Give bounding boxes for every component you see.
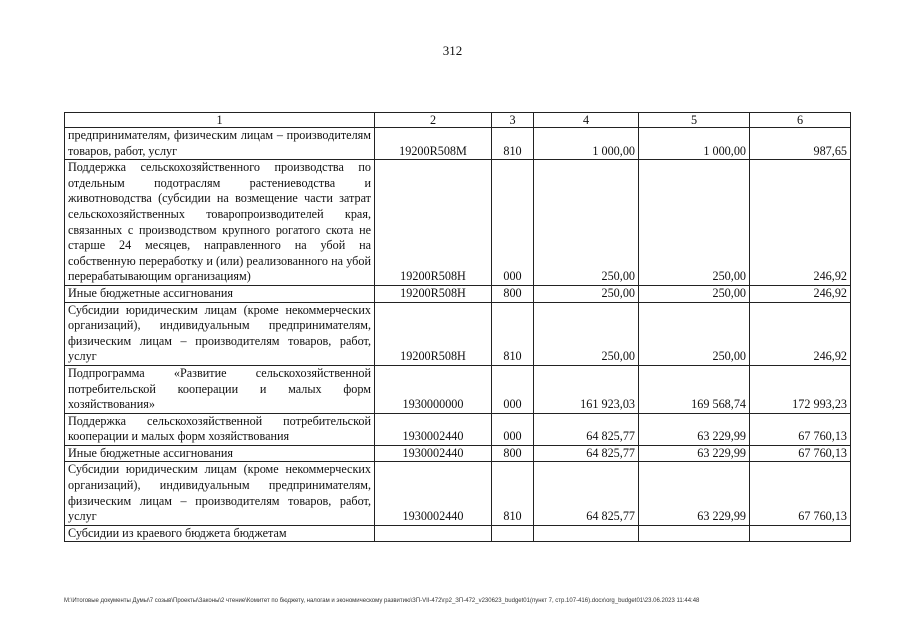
row-description: Субсидии юридическим лицам (кроме некоммерческих организаций), индивидуальным предпринимателям, физическим лицам – производителям товаров, работ, услуг <box>65 302 375 365</box>
header-cell: 6 <box>750 113 851 128</box>
table-row <box>65 525 851 542</box>
table-row <box>65 285 851 302</box>
row-amount-col4: 64 825,77 <box>534 413 639 445</box>
row-target-code <box>375 525 492 542</box>
row-amount-col5: 63 229,99 <box>639 413 750 445</box>
row-description: Поддержка сельскохозяйственного производства по отдельным подотраслям растениеводства и животноводства (субсидии на возмещение части затрат сельскохозяйственных товаропроизводителей края, связанных с производством крупного рогатого скота не старше 24 месяцев, направленного на убой на собственную переработку и (или) реализованного на убой перерабатывающим организациям) <box>65 160 375 286</box>
row-expense-type: 800 <box>492 445 534 462</box>
table-row <box>65 462 851 525</box>
table-row <box>65 160 851 286</box>
row-expense-type: 810 <box>492 462 534 525</box>
row-amount-col6: 67 760,13 <box>750 445 851 462</box>
row-amount-col4: 64 825,77 <box>534 462 639 525</box>
row-target-code: 19200R508H <box>375 302 492 365</box>
row-amount-col6: 987,65 <box>750 128 851 160</box>
row-expense-type: 810 <box>492 128 534 160</box>
row-description: предпринимателям, физическим лицам – производителям товаров, работ, услуг <box>65 128 375 160</box>
row-expense-type: 810 <box>492 302 534 365</box>
row-target-code: 1930002440 <box>375 445 492 462</box>
table-row <box>65 128 851 160</box>
row-target-code: 19200R508H <box>375 160 492 286</box>
footer-file-path: M:\Итоговые документы Думы\7 созыв\Проекты\Законы\2 чтение\Комитет по бюджету, налогам и экономическому развитию\ЗП-VII-472\гр2_ЗП-472_v230623_budget01(пункт 7, стр.107-416).docx\org_budget01\23.06.2023 11:44:48 <box>64 598 700 604</box>
row-expense-type: 000 <box>492 413 534 445</box>
header-row <box>65 113 851 128</box>
row-description: Иные бюджетные ассигнования <box>65 445 375 462</box>
table-row <box>65 413 851 445</box>
table-row <box>65 365 851 413</box>
row-expense-type: 800 <box>492 285 534 302</box>
row-target-code: 19200R508M <box>375 128 492 160</box>
row-target-code: 1930002440 <box>375 462 492 525</box>
row-target-code: 1930002440 <box>375 413 492 445</box>
row-target-code: 1930000000 <box>375 365 492 413</box>
row-amount-col6: 67 760,13 <box>750 462 851 525</box>
header-cell: 5 <box>639 113 750 128</box>
row-amount-col5: 250,00 <box>639 285 750 302</box>
row-amount-col5: 250,00 <box>639 160 750 286</box>
header-cell: 4 <box>534 113 639 128</box>
row-amount-col4: 250,00 <box>534 160 639 286</box>
row-description: Поддержка сельскохозяйственной потребительской кооперации и малых форм хозяйствования <box>65 413 375 445</box>
row-amount-col6: 246,92 <box>750 302 851 365</box>
row-amount-col4: 250,00 <box>534 285 639 302</box>
budget-table <box>64 112 851 542</box>
row-description: Подпрограмма «Развитие сельскохозяйственной потребительской кооперации и малых форм хозяйствования» <box>65 365 375 413</box>
row-amount-col5: 63 229,99 <box>639 445 750 462</box>
row-expense-type: 000 <box>492 365 534 413</box>
row-description: Иные бюджетные ассигнования <box>65 285 375 302</box>
row-target-code: 19200R508H <box>375 285 492 302</box>
row-amount-col5 <box>639 525 750 542</box>
row-amount-col5: 1 000,00 <box>639 128 750 160</box>
row-amount-col4: 161 923,03 <box>534 365 639 413</box>
row-amount-col6 <box>750 525 851 542</box>
row-amount-col6: 67 760,13 <box>750 413 851 445</box>
table-row <box>65 302 851 365</box>
header-cell: 3 <box>492 113 534 128</box>
row-amount-col5: 63 229,99 <box>639 462 750 525</box>
table-row <box>65 445 851 462</box>
row-description: Субсидии юридическим лицам (кроме некоммерческих организаций), индивидуальным предпринимателям, физическим лицам – производителям товаров, работ, услуг <box>65 462 375 525</box>
header-cell: 2 <box>375 113 492 128</box>
row-expense-type <box>492 525 534 542</box>
row-amount-col6: 172 993,23 <box>750 365 851 413</box>
row-amount-col4 <box>534 525 639 542</box>
page-number: 312 <box>442 43 463 58</box>
row-amount-col4: 64 825,77 <box>534 445 639 462</box>
row-amount-col5: 250,00 <box>639 302 750 365</box>
row-amount-col4: 250,00 <box>534 302 639 365</box>
header-cell: 1 <box>65 113 375 128</box>
row-amount-col4: 1 000,00 <box>534 128 639 160</box>
row-description: Субсидии из краевого бюджета бюджетам <box>65 525 375 542</box>
row-expense-type: 000 <box>492 160 534 286</box>
row-amount-col6: 246,92 <box>750 285 851 302</box>
row-amount-col6: 246,92 <box>750 160 851 286</box>
row-amount-col5: 169 568,74 <box>639 365 750 413</box>
